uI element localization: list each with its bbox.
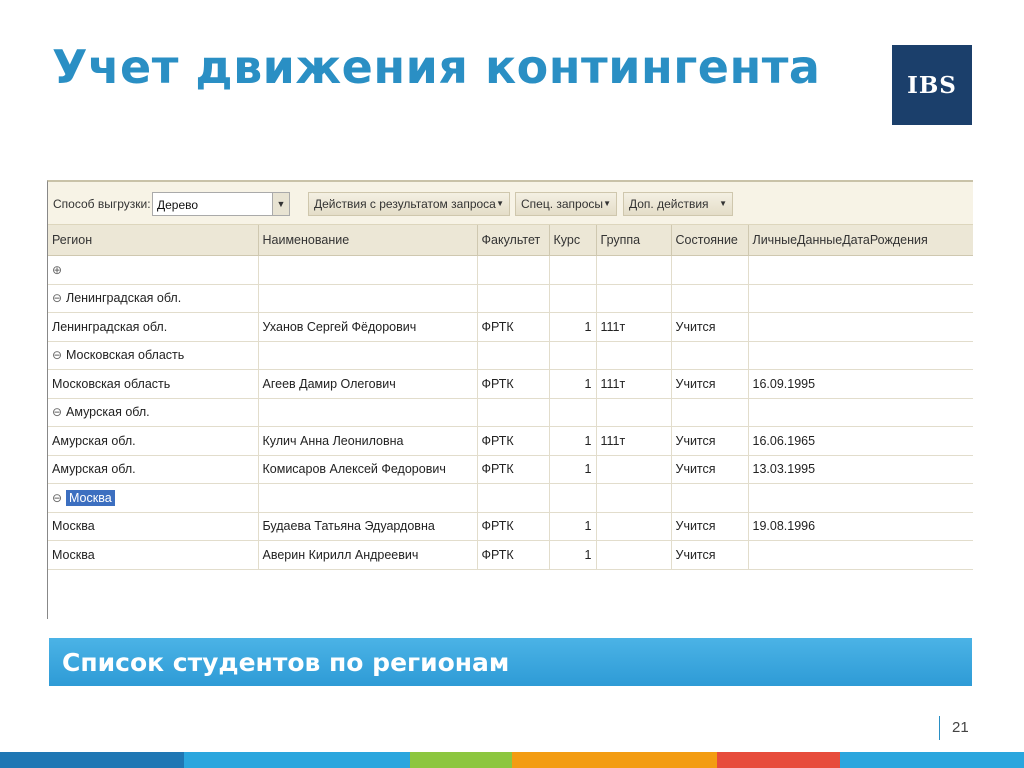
collapse-icon[interactable]: ⊖ bbox=[52, 405, 63, 420]
birth-cell[interactable]: 13.03.1995 bbox=[748, 455, 973, 484]
name-cell[interactable]: Комисаров Алексей Федорович bbox=[258, 455, 477, 484]
export-mode-value: Дерево bbox=[157, 198, 199, 212]
empty-cell bbox=[549, 569, 596, 597]
region-label: Москва bbox=[66, 490, 115, 506]
group-cell[interactable]: 111т bbox=[596, 427, 671, 456]
group-cell[interactable] bbox=[596, 256, 671, 285]
column-header[interactable]: Наименование bbox=[258, 225, 477, 256]
dropdown-arrow-icon: ▼ bbox=[603, 199, 611, 208]
ibs-logo: IBS bbox=[892, 45, 972, 125]
empty-cell bbox=[671, 569, 748, 597]
status-cell[interactable]: Учится bbox=[671, 427, 748, 456]
empty-row bbox=[48, 597, 973, 619]
collapse-icon[interactable]: ⊖ bbox=[52, 348, 63, 363]
birth-cell[interactable]: 16.06.1965 bbox=[748, 427, 973, 456]
region-label: Московская область bbox=[66, 348, 185, 363]
table-row[interactable] bbox=[48, 370, 973, 399]
birth-cell[interactable] bbox=[748, 398, 973, 427]
table-row[interactable] bbox=[48, 256, 973, 285]
table-row[interactable] bbox=[48, 427, 973, 456]
group-cell[interactable]: 111т bbox=[596, 370, 671, 399]
color-bar-segment bbox=[717, 752, 840, 768]
course-cell[interactable] bbox=[549, 398, 596, 427]
birth-cell[interactable] bbox=[748, 284, 973, 313]
table-row[interactable] bbox=[48, 341, 973, 370]
toolbar bbox=[48, 182, 973, 225]
course-cell[interactable]: 1 bbox=[549, 370, 596, 399]
color-bar-segment bbox=[512, 752, 717, 768]
color-bar-segment bbox=[184, 752, 409, 768]
region-cell[interactable] bbox=[48, 341, 258, 370]
dropdown-arrow-icon: ▼ bbox=[496, 199, 504, 208]
region-cell[interactable] bbox=[48, 256, 258, 285]
region-cell[interactable] bbox=[48, 427, 258, 456]
students-table bbox=[48, 225, 973, 619]
empty-cell bbox=[671, 597, 748, 619]
name-cell[interactable]: Будаева Татьяна Эдуардовна bbox=[258, 512, 477, 541]
birth-cell[interactable]: 19.08.1996 bbox=[748, 512, 973, 541]
table-row[interactable] bbox=[48, 284, 973, 313]
region-cell[interactable] bbox=[48, 370, 258, 399]
status-cell[interactable]: Учится bbox=[671, 370, 748, 399]
course-cell[interactable]: 1 bbox=[549, 512, 596, 541]
group-cell[interactable] bbox=[596, 455, 671, 484]
table-body bbox=[48, 256, 973, 620]
color-bar-segment bbox=[410, 752, 512, 768]
status-cell[interactable] bbox=[671, 484, 748, 513]
status-cell[interactable] bbox=[671, 284, 748, 313]
region-label: Московская область bbox=[52, 376, 171, 391]
name-cell[interactable]: Кулич Анна Леониловна bbox=[258, 427, 477, 456]
region-cell[interactable] bbox=[48, 541, 258, 570]
header-row bbox=[48, 225, 973, 256]
faculty-cell[interactable] bbox=[477, 284, 549, 313]
region-label: Амурская обл. bbox=[52, 462, 136, 477]
group-cell[interactable] bbox=[596, 484, 671, 513]
faculty-cell[interactable] bbox=[477, 484, 549, 513]
export-mode-select[interactable] bbox=[152, 192, 290, 216]
empty-cell bbox=[48, 569, 258, 597]
faculty-cell[interactable]: ФРТК bbox=[477, 370, 549, 399]
status-cell[interactable] bbox=[671, 398, 748, 427]
faculty-cell[interactable]: ФРТК bbox=[477, 455, 549, 484]
region-cell[interactable] bbox=[48, 313, 258, 342]
group-cell[interactable] bbox=[596, 541, 671, 570]
collapse-icon[interactable]: ⊖ bbox=[52, 490, 63, 505]
color-bar-segment bbox=[0, 752, 184, 768]
query-actions-label: Действия с результатом запроса bbox=[314, 197, 496, 211]
empty-cell bbox=[748, 597, 973, 619]
region-label: Москва bbox=[52, 519, 95, 534]
expand-icon[interactable]: ⊕ bbox=[52, 262, 63, 277]
empty-cell bbox=[477, 597, 549, 619]
name-cell[interactable] bbox=[258, 484, 477, 513]
name-cell[interactable]: Аверин Кирилл Андреевич bbox=[258, 541, 477, 570]
table-row[interactable] bbox=[48, 313, 973, 342]
faculty-cell[interactable] bbox=[477, 256, 549, 285]
chevron-down-icon[interactable]: ▼ bbox=[272, 193, 289, 215]
collapse-icon[interactable]: ⊖ bbox=[52, 291, 63, 306]
region-cell[interactable] bbox=[48, 484, 258, 513]
region-cell[interactable] bbox=[48, 455, 258, 484]
empty-cell bbox=[258, 569, 477, 597]
slide-title: Учет движения контингента bbox=[52, 40, 821, 94]
region-label: Амурская обл. bbox=[66, 405, 150, 420]
region-cell[interactable] bbox=[48, 512, 258, 541]
name-cell[interactable] bbox=[258, 341, 477, 370]
status-cell[interactable] bbox=[671, 341, 748, 370]
course-cell[interactable] bbox=[549, 484, 596, 513]
table-row[interactable] bbox=[48, 484, 973, 513]
decorative-color-bar bbox=[0, 752, 1024, 768]
more-actions-button[interactable] bbox=[623, 192, 733, 216]
name-cell[interactable]: Уханов Сергей Фёдорович bbox=[258, 313, 477, 342]
status-cell[interactable] bbox=[671, 256, 748, 285]
name-cell[interactable] bbox=[258, 284, 477, 313]
empty-cell bbox=[549, 597, 596, 619]
region-cell[interactable] bbox=[48, 398, 258, 427]
group-cell[interactable] bbox=[596, 512, 671, 541]
group-cell[interactable] bbox=[596, 284, 671, 313]
course-cell[interactable]: 1 bbox=[549, 455, 596, 484]
query-actions-button[interactable] bbox=[308, 192, 510, 216]
name-cell[interactable] bbox=[258, 256, 477, 285]
status-cell[interactable]: Учится bbox=[671, 313, 748, 342]
column-header[interactable]: Курс bbox=[549, 225, 596, 256]
faculty-cell[interactable] bbox=[477, 398, 549, 427]
status-cell[interactable]: Учится bbox=[671, 512, 748, 541]
page-number: 21 bbox=[952, 719, 969, 736]
caption-banner: Список студентов по регионам bbox=[49, 638, 972, 686]
course-cell[interactable] bbox=[549, 284, 596, 313]
birth-cell[interactable] bbox=[748, 341, 973, 370]
name-cell[interactable] bbox=[258, 398, 477, 427]
empty-cell bbox=[48, 597, 258, 619]
app-window bbox=[47, 180, 973, 619]
birth-cell[interactable] bbox=[748, 256, 973, 285]
birth-cell[interactable] bbox=[748, 484, 973, 513]
special-queries-button[interactable] bbox=[515, 192, 617, 216]
group-cell[interactable] bbox=[596, 398, 671, 427]
more-actions-label: Доп. действия bbox=[629, 197, 709, 211]
status-cell[interactable]: Учится bbox=[671, 541, 748, 570]
table-row[interactable] bbox=[48, 398, 973, 427]
column-header[interactable]: Состояние bbox=[671, 225, 748, 256]
column-header[interactable]: Регион bbox=[48, 225, 258, 256]
empty-cell bbox=[477, 569, 549, 597]
region-label: Москва bbox=[52, 547, 95, 562]
column-header[interactable]: ЛичныеДанныеДатаРождения bbox=[748, 225, 973, 256]
color-bar-segment bbox=[840, 752, 1024, 768]
region-label: Ленинградская обл. bbox=[66, 291, 182, 306]
special-queries-label: Спец. запросы bbox=[521, 197, 604, 211]
empty-cell bbox=[748, 569, 973, 597]
faculty-cell[interactable] bbox=[477, 341, 549, 370]
faculty-cell[interactable]: ФРТК bbox=[477, 541, 549, 570]
dropdown-arrow-icon: ▼ bbox=[719, 199, 727, 208]
empty-row bbox=[48, 569, 973, 597]
empty-cell bbox=[596, 597, 671, 619]
faculty-cell[interactable]: ФРТК bbox=[477, 313, 549, 342]
region-label: Ленинградская обл. bbox=[52, 319, 168, 334]
region-cell[interactable] bbox=[48, 284, 258, 313]
table-row[interactable] bbox=[48, 455, 973, 484]
course-cell[interactable]: 1 bbox=[549, 313, 596, 342]
birth-cell[interactable]: 16.09.1995 bbox=[748, 370, 973, 399]
name-cell[interactable]: Агеев Дамир Олегович bbox=[258, 370, 477, 399]
empty-cell bbox=[596, 569, 671, 597]
export-mode-label: Способ выгрузки: bbox=[53, 197, 151, 211]
birth-cell[interactable] bbox=[748, 313, 973, 342]
faculty-cell[interactable]: ФРТК bbox=[477, 512, 549, 541]
course-cell[interactable] bbox=[549, 256, 596, 285]
table-row[interactable] bbox=[48, 512, 973, 541]
group-cell[interactable] bbox=[596, 341, 671, 370]
table-row[interactable] bbox=[48, 541, 973, 570]
empty-cell bbox=[258, 597, 477, 619]
status-cell[interactable]: Учится bbox=[671, 455, 748, 484]
faculty-cell[interactable]: ФРТК bbox=[477, 427, 549, 456]
column-header[interactable]: Группа bbox=[596, 225, 671, 256]
course-cell[interactable]: 1 bbox=[549, 427, 596, 456]
column-header[interactable]: Факультет bbox=[477, 225, 549, 256]
birth-cell[interactable] bbox=[748, 541, 973, 570]
region-label: Амурская обл. bbox=[52, 433, 136, 448]
course-cell[interactable] bbox=[549, 341, 596, 370]
course-cell[interactable]: 1 bbox=[549, 541, 596, 570]
group-cell[interactable]: 111т bbox=[596, 313, 671, 342]
page-separator bbox=[939, 716, 940, 740]
